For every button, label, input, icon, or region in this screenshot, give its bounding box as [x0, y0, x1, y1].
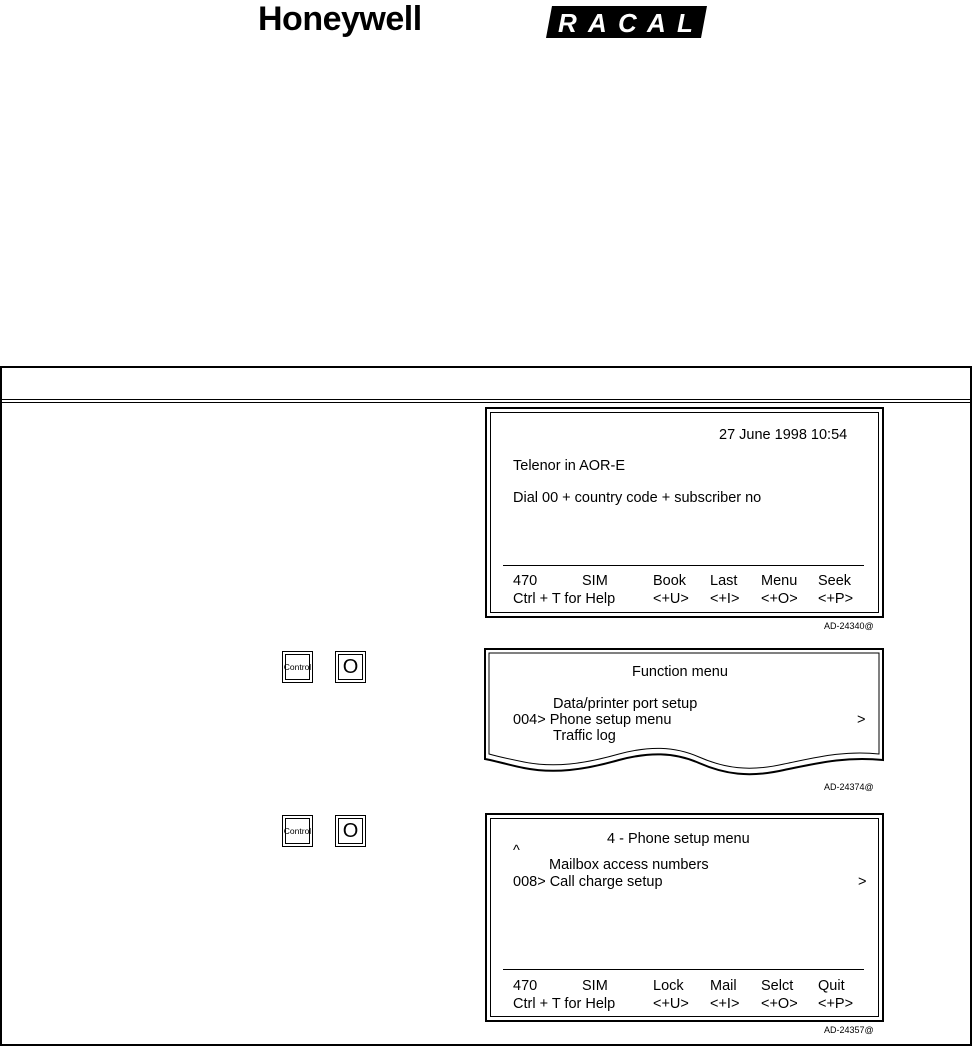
softkey-label: SIM: [582, 573, 608, 589]
softkey-label: Book: [653, 573, 687, 589]
softkey-shortcut: <+I>: [710, 591, 740, 607]
softkey-shortcut: <+P>: [818, 591, 854, 607]
dial-hint-text: Dial 00 + country code + subscriber no: [513, 490, 762, 506]
softkey-separator: [503, 969, 864, 970]
softkey-label: Menu: [761, 573, 798, 589]
softkey-label: Seek: [818, 573, 852, 589]
softkey-label: 470: [513, 978, 538, 994]
racal-logo: [546, 6, 707, 38]
phone-setup-screen: [485, 813, 884, 1022]
softkey-label: Mail: [710, 978, 737, 994]
softkey-shortcut: <+U>: [653, 996, 689, 1012]
idle-display-screen: [485, 407, 884, 618]
softkey-shortcut: <+U>: [653, 591, 689, 607]
menu-item-prev: Data/printer port setup: [553, 696, 698, 712]
svg-text:A: A: [647, 8, 666, 38]
control-key-label: Control: [283, 826, 312, 836]
softkey-shortcut: <+O>: [761, 591, 798, 607]
network-text: Telenor in AOR-E: [513, 458, 626, 474]
softkey-label: Quit: [818, 978, 845, 994]
softkey-label: Last: [710, 573, 738, 589]
svg-text:R: R: [558, 8, 577, 38]
o-key-label: O: [342, 819, 359, 842]
submenu-arrow-icon: >: [857, 712, 866, 728]
figure-reference: AD-24357@: [824, 1025, 874, 1035]
figure-reference: AD-24340@: [824, 621, 874, 631]
o-key: [335, 651, 366, 683]
control-key: [282, 815, 313, 847]
menu-item-selected: 004> Phone setup menu: [513, 712, 672, 728]
header-rule: [2, 399, 970, 400]
control-key-label: Control: [283, 662, 312, 672]
help-hint-text: Ctrl + T for Help: [513, 996, 616, 1012]
softkey-shortcut: <+O>: [761, 996, 798, 1012]
menu-item-prev: Mailbox access numbers: [549, 857, 709, 873]
help-hint-text: Ctrl + T for Help: [513, 591, 616, 607]
figure-reference: AD-24374@: [824, 782, 874, 792]
menu-item-selected: 008> Call charge setup: [513, 874, 663, 890]
softkey-shortcut: <+I>: [710, 996, 740, 1012]
header-rule-inner: [2, 402, 970, 403]
phone-setup-title: 4 - Phone setup menu: [607, 831, 750, 847]
softkey-separator: [503, 565, 864, 566]
o-key-label: O: [342, 655, 359, 678]
honeywell-logo: Honeywell: [258, 0, 422, 38]
svg-text:L: L: [677, 8, 693, 38]
datetime-text: 27 June 1998 10:54: [719, 427, 848, 443]
softkey-shortcut: <+P>: [818, 996, 854, 1012]
svg-text:A: A: [588, 8, 607, 38]
submenu-arrow-icon: >: [858, 874, 867, 890]
o-key: [335, 815, 366, 847]
menu-item-next: Traffic log: [553, 728, 616, 744]
softkey-label: Selct: [761, 978, 794, 994]
softkey-label: Lock: [653, 978, 684, 994]
function-menu-title: Function menu: [632, 664, 728, 680]
softkey-label: SIM: [582, 978, 608, 994]
softkey-label: 470: [513, 573, 538, 589]
svg-text:C: C: [618, 8, 637, 38]
control-key: [282, 651, 313, 683]
scroll-up-caret-icon: ^: [513, 843, 520, 859]
